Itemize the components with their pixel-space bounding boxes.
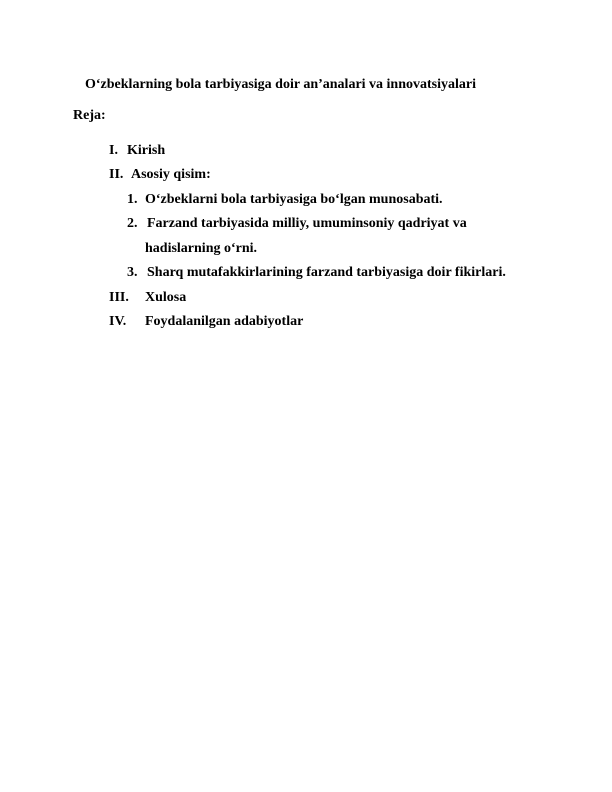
list-item-continuation: hadislarning o‘rni. <box>145 241 258 256</box>
list-marker: I. <box>109 143 118 158</box>
list-marker: 3. <box>127 265 138 280</box>
list-item-text: Sharq mutafakkirlarining farzand tarbiyasiga doir fikirlari. <box>147 265 506 280</box>
plan-label: Reja: <box>73 108 106 123</box>
list-marker: IV. <box>109 314 127 329</box>
list-marker: 1. <box>127 192 138 207</box>
list-item-text: Farzand tarbiyasida milliy, umuminsoniy qadriyat va <box>147 216 467 231</box>
list-marker: 2. <box>127 216 138 231</box>
document-title: O‘zbeklarning bola tarbiyasiga doir an’analari va innovatsiyalari <box>85 77 477 92</box>
list-item-text: Asosiy qisim: <box>131 167 211 182</box>
list-item-text: Kirish <box>127 143 166 158</box>
list-item-text: Xulosa <box>145 290 187 305</box>
list-item-text: Foydalanilgan adabiyotlar <box>145 314 304 329</box>
list-marker: II. <box>109 167 124 182</box>
list-marker: III. <box>109 290 129 305</box>
list-item-text: O‘zbeklarni bola tarbiyasiga bo‘lgan munosabati. <box>145 192 443 207</box>
